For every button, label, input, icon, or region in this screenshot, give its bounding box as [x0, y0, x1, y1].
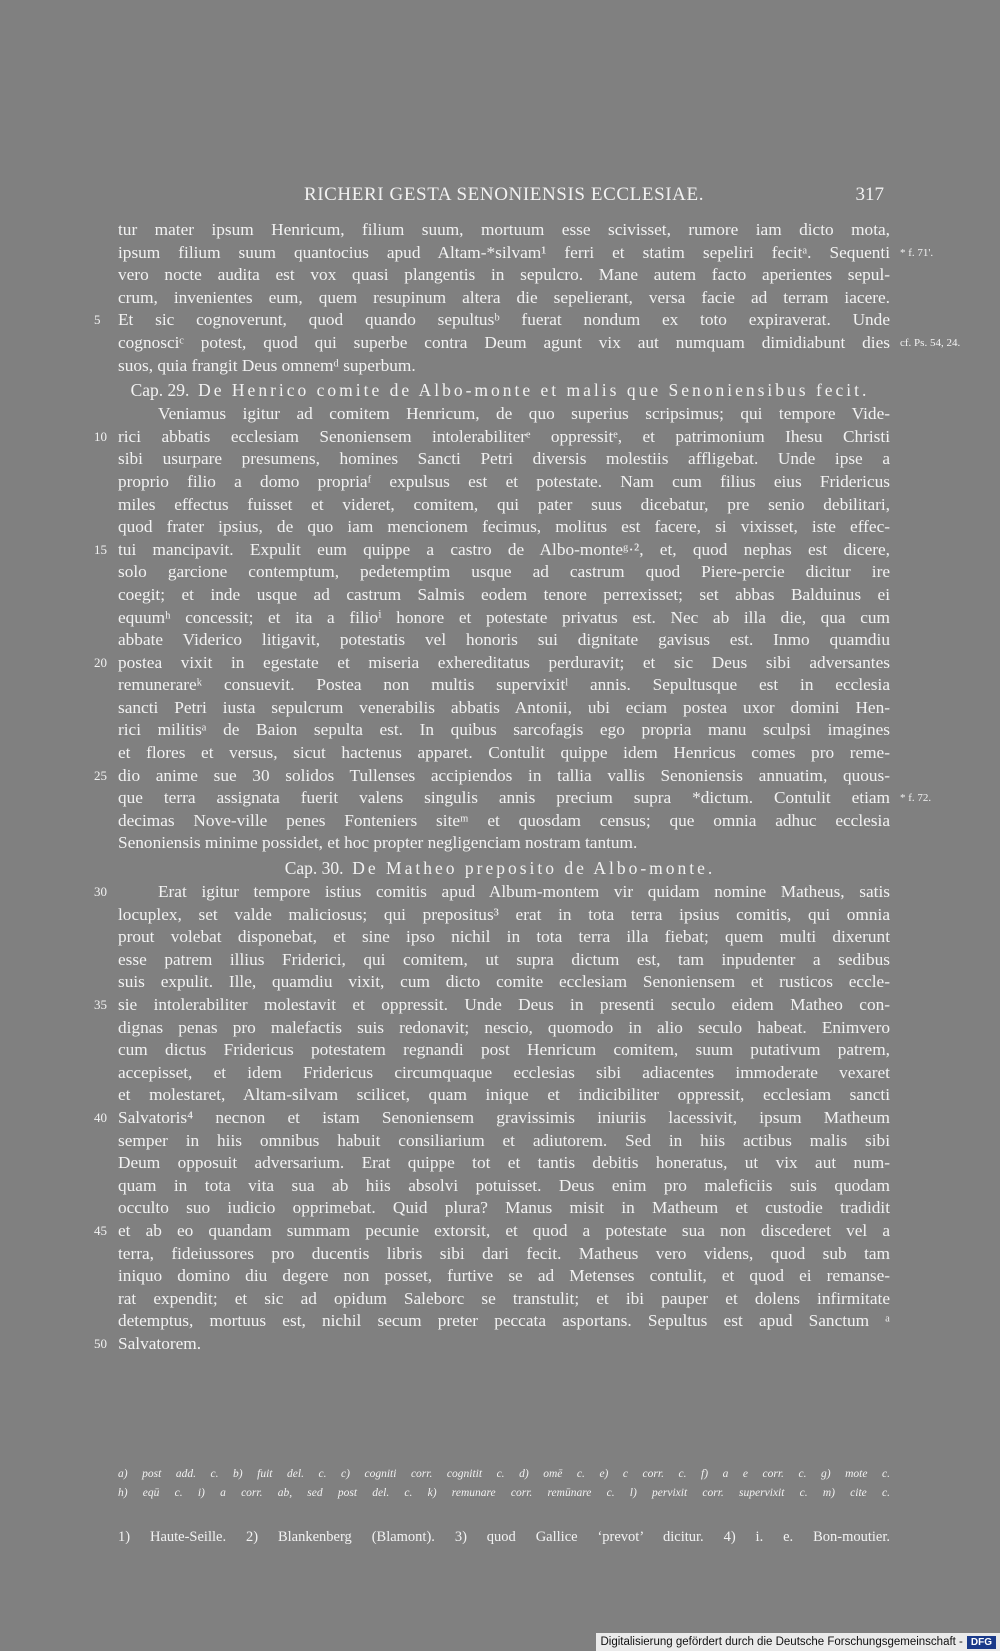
line-text: abbate Viderico litigavit, potestatis vel honoris sui dignitate gavisus est. Inmo quamdiu [118, 630, 890, 650]
text-line [0, 1175, 1000, 1198]
chapter-29-title: De Henrico comite de Albo-monte et malis que Senoniensibus fecit. [198, 380, 870, 401]
chapter-29-heading [0, 377, 1000, 403]
line-text: remunerareᵏ consuevit. Postea non multis supervixitˡ annis. Sepultusque est in ecclesia [118, 675, 890, 695]
text-line [0, 832, 1000, 855]
text-block-intro [0, 219, 1000, 377]
text-line [0, 219, 1000, 242]
dfg-logo: DFG [967, 1636, 996, 1649]
text-block-chapter-29 [0, 403, 1000, 855]
text-line [0, 426, 1000, 449]
text-line [0, 1220, 1000, 1243]
digitization-credit-bar [596, 1633, 1000, 1651]
margin-note: * f. 72. [900, 792, 932, 805]
text-line [0, 810, 1000, 833]
line-text: cognosciᶜ potest, quod qui superbe contra Deum agunt vix aut numquam dimidiabunt dies [118, 332, 890, 352]
text-block-chapter-30 [0, 881, 1000, 1355]
text-line [0, 264, 1000, 287]
line-text: cum dictus Fridericus potestatem regnandi post Henricum comitem, suum putativum patrem, [118, 1040, 890, 1060]
line-text: miles effectus fuisset et videret, comitem, qui pater suus dicebatur, pre senio debilitari, [118, 494, 890, 514]
text-line [0, 881, 1000, 904]
text-line [0, 971, 1000, 994]
line-text: tui mancipavit. Expulit eum quippe a castro de Albo-monteᵍ·², et, quod nephas est dicere, [118, 539, 890, 559]
line-text: locuplex, set valde maliciosus; qui prepositus³ erat in tota terra ipsius comitis, qui omnia [118, 904, 890, 924]
line-text: rici militisᵃ de Baion sepulta est. In quibus sarcofagis ego propria manu sculpsi imagines [118, 720, 890, 740]
line-text: crum, invenientes eum, quem resupinum altera die sepelierant, versa facie ad terram iacere. [118, 287, 890, 307]
text-line [0, 539, 1000, 562]
text-line [0, 403, 1000, 426]
text-line [0, 742, 1000, 765]
page-header [118, 184, 890, 212]
chapter-30-label: Cap. 30. [284, 858, 344, 879]
text-line [0, 1333, 1000, 1356]
line-text: dio anime sue 30 solidos Tullenses accipiendos in tallia vallis Senoniensis annuatim, quous- [118, 765, 890, 785]
text-line [0, 242, 1000, 265]
line-text: vero nocte audita est vox quasi plangentis in sepulcro. Mane autem facto aperientes sepul- [118, 265, 890, 285]
line-text: suos, quia frangit Deus omnemᵈ superbum. [118, 355, 416, 375]
line-number: 40 [94, 1109, 107, 1125]
text-line [0, 697, 1000, 720]
chapter-30-heading [0, 855, 1000, 881]
line-text: postea vixit in egestate et miseria exhereditatus perduravit; et sic Deus sibi adversantes [118, 652, 890, 672]
line-text: detemptus, mortuus est, nichil secum preter peccata asportans. Sepultus est apud Sanctum ᵃ [118, 1311, 890, 1331]
line-text: decimas Nove-ville penes Fonteniers siteᵐ et quosdam census; que omnia adhuc ecclesia [118, 810, 890, 830]
text-line [0, 719, 1000, 742]
line-number: 10 [94, 428, 107, 444]
line-text: ipsum filium suum quantocius apud Altam-*silvam¹ ferri et statim sepeliri fecitᵃ. Sequenti [118, 242, 890, 262]
text-line [0, 1197, 1000, 1220]
footnotes: 1) Haute-Seille. 2) Blankenberg (Blamont). 3) quod Gallice ‘prevot’ dicitur. 4) i. e. Bon-moutier. [118, 1529, 890, 1545]
line-text: rat expendit; et sic ad opidum Saleborc se transtulit; et ibi pauper et dolens infirmitate [118, 1288, 890, 1308]
chapter-30-title: De Matheo preposito de Albo-monte. [352, 858, 716, 879]
text-line [0, 355, 1000, 378]
line-text: terra, fideiussores pro ducentis libris sibi dari fecit. Matheus vero videns, quod sub tam [118, 1243, 890, 1263]
line-text: et molestaret, Altam-silvam scilicet, quam inique et indicibiliter oppressit, ecclesiam sancti [118, 1085, 890, 1105]
text-line [0, 652, 1000, 675]
text-line [0, 1130, 1000, 1153]
apparatus-line: h) eqū c. i) a corr. ab, sed post del. c. k) remunare corr. remūnare c. l) pervixit corr. supervixit c. m) cite c. [118, 1487, 890, 1499]
line-text: solo garcione contemptum, pedetemptim usque ad castrum quod Piere-percie dicitur ire [118, 562, 890, 582]
line-text: Deum opposuit adversarium. Erat quippe tot et tantis debitis honeratus, ut vix aut num- [118, 1153, 890, 1173]
line-text: coegit; et inde usque ad castrum Salmis eodem tenore perrexisset; set abbas Balduinus ei [118, 584, 890, 604]
line-number: 35 [94, 997, 107, 1012]
line-text: esse patrem illius Friderici, qui comitem, ut supra dictum est, tam inpudenter a sedibus [118, 949, 890, 969]
line-text: iniquo domino diu degere non posset, furtive se ad Metenses contulit, et quod ei remanse- [118, 1266, 890, 1286]
line-text: equumʰ concessit; et ita a filioⁱ honore et potestate privatus est. Nec ab illa die, qua cum [118, 607, 890, 627]
line-text: prout volebat disponebat, et sine ipso nichil in tota terra illa fiebat; quem multi dixerunt [118, 927, 890, 947]
line-text: sancti Petri iusta sepulcrum venerabilis abbatis Antonii, ubi eciam postea uxor domini Hen- [118, 697, 890, 717]
text-line [0, 287, 1000, 310]
line-number: 15 [94, 541, 107, 557]
line-text: et flores et versus, sicut hactenus apparet. Contulit quippe idem Henricus comes pro reme- [118, 743, 890, 763]
text-line [0, 949, 1000, 972]
text-line [0, 471, 1000, 494]
line-text: dignas penas pro malefactis suis redonavit; nescio, quomodo in alio seculo habeat. Enimvero [118, 1017, 890, 1037]
line-text: semper in hiis omnibus habuit consiliarium et adiutorem. Sed in hiis actibus malis sibi [118, 1130, 890, 1150]
text-line [0, 926, 1000, 949]
line-text: sibi usurpare presumens, homines Sancti Petri diversis molestiis affligebat. Unde ipse a [118, 449, 890, 469]
text-line [0, 448, 1000, 471]
margin-note: * f. 71'. [900, 246, 934, 259]
line-text: que terra assignata fuerit valens singulis annis precium supra *dictum. Contulit etiam [118, 788, 890, 808]
line-number: 30 [94, 884, 107, 900]
line-text: suis expulit. Ille, quamdiu vixit, cum dicto comite ecclesiam Senoniensem et rusticos eccle- [118, 972, 890, 992]
line-number: 20 [94, 654, 107, 670]
text-line [0, 584, 1000, 607]
text-line [0, 1017, 1000, 1040]
line-text: rici abbatis ecclesiam Senoniensem intolerabiliterᵉ oppressitᵉ, et patrimonium Ihesu Christi [118, 426, 890, 446]
credit-text: Digitalisierung gefördert durch die Deutsche Forschungsgemeinschaft - [600, 1636, 963, 1648]
line-number: 25 [94, 767, 107, 783]
text-line [0, 309, 1000, 332]
text-line [0, 994, 1000, 1017]
text-line [0, 629, 1000, 652]
line-text: Senoniensis minime possidet, et hoc propter negligenciam nostram tantum. [118, 833, 638, 853]
running-head: RICHERI GESTA SENONIENSIS ECCLESIAE. [303, 184, 705, 205]
text-line [0, 787, 1000, 810]
line-text: quod frater ipsius, de quo iam mencionem fecimus, molitus est facere, si vixisset, iste effec- [118, 517, 890, 537]
line-text: occulto suo iudicio opprimebat. Quid plura? Manus misit in Matheum et custodie tradidit [118, 1198, 890, 1218]
text-line [0, 1265, 1000, 1288]
text-line [0, 1107, 1000, 1130]
line-text: Erat igitur tempore istius comitis apud Album-montem vir quidam nomine Matheus, satis [158, 882, 890, 902]
line-text: Salvatoris⁴ necnon et istam Senoniensem gravissimis iniuriis lacessivit, ipsum Matheum [118, 1107, 890, 1127]
text-line [0, 1310, 1000, 1333]
text-line [0, 674, 1000, 697]
text-line [0, 1152, 1000, 1175]
text-line [0, 561, 1000, 584]
page-number: 317 [855, 184, 884, 205]
text-line [0, 904, 1000, 927]
margin-note: cf. Ps. 54, 24. [900, 336, 961, 349]
line-number: 50 [94, 1335, 107, 1351]
text-line [0, 332, 1000, 355]
line-text: Veniamus igitur ad comitem Henricum, de quo superius scripsimus; qui tempore Vide- [158, 404, 890, 424]
line-text: et ab eo quandam summam pecunie extorsit, et quod a potestate sua non discederet vel a [118, 1220, 890, 1240]
text-line [0, 1243, 1000, 1266]
text-line [0, 1039, 1000, 1062]
line-text: proprio filio a domo propriaᶠ expulsus est et potestate. Nam cum filius eius Fridericus [118, 471, 890, 491]
line-text: Et sic cognoverunt, quod quando sepultusᵇ fuerat nondum ex toto expiraverat. Unde [118, 310, 890, 330]
text-line [0, 765, 1000, 788]
text-line [0, 494, 1000, 517]
line-text: tur mater ipsum Henricum, filium suum, mortuum esse scivisset, rumore iam dicto mota, [118, 220, 890, 239]
line-text: sie intolerabiliter molestavit et oppressit. Unde Deus in presenti seculo eidem Matheo con- [118, 995, 890, 1014]
apparatus-line: a) post add. c. b) fuit del. c. c) cogniti corr. cognitit c. d) omē c. e) c corr. c. f) a e corr. c. g) mote c. [118, 1468, 890, 1480]
line-number: 45 [94, 1222, 107, 1238]
line-number: 5 [94, 312, 101, 328]
text-line [0, 516, 1000, 539]
text-line [0, 1062, 1000, 1085]
text-line [0, 1084, 1000, 1107]
line-text: quam in tota vita sua ab hiis absolvi potuisset. Deus enim pro maleficiis suis quodam [118, 1175, 890, 1195]
chapter-29-label: Cap. 29. [130, 380, 190, 401]
line-text: accepisset, et idem Fridericus circumquaque ecclesias sibi adiacentes immoderate vexaret [118, 1062, 890, 1082]
critical-apparatus [118, 1465, 890, 1503]
text-line [0, 1288, 1000, 1311]
line-text: Salvatorem. [118, 1333, 202, 1353]
main-text [0, 219, 1000, 1356]
text-line [0, 607, 1000, 630]
